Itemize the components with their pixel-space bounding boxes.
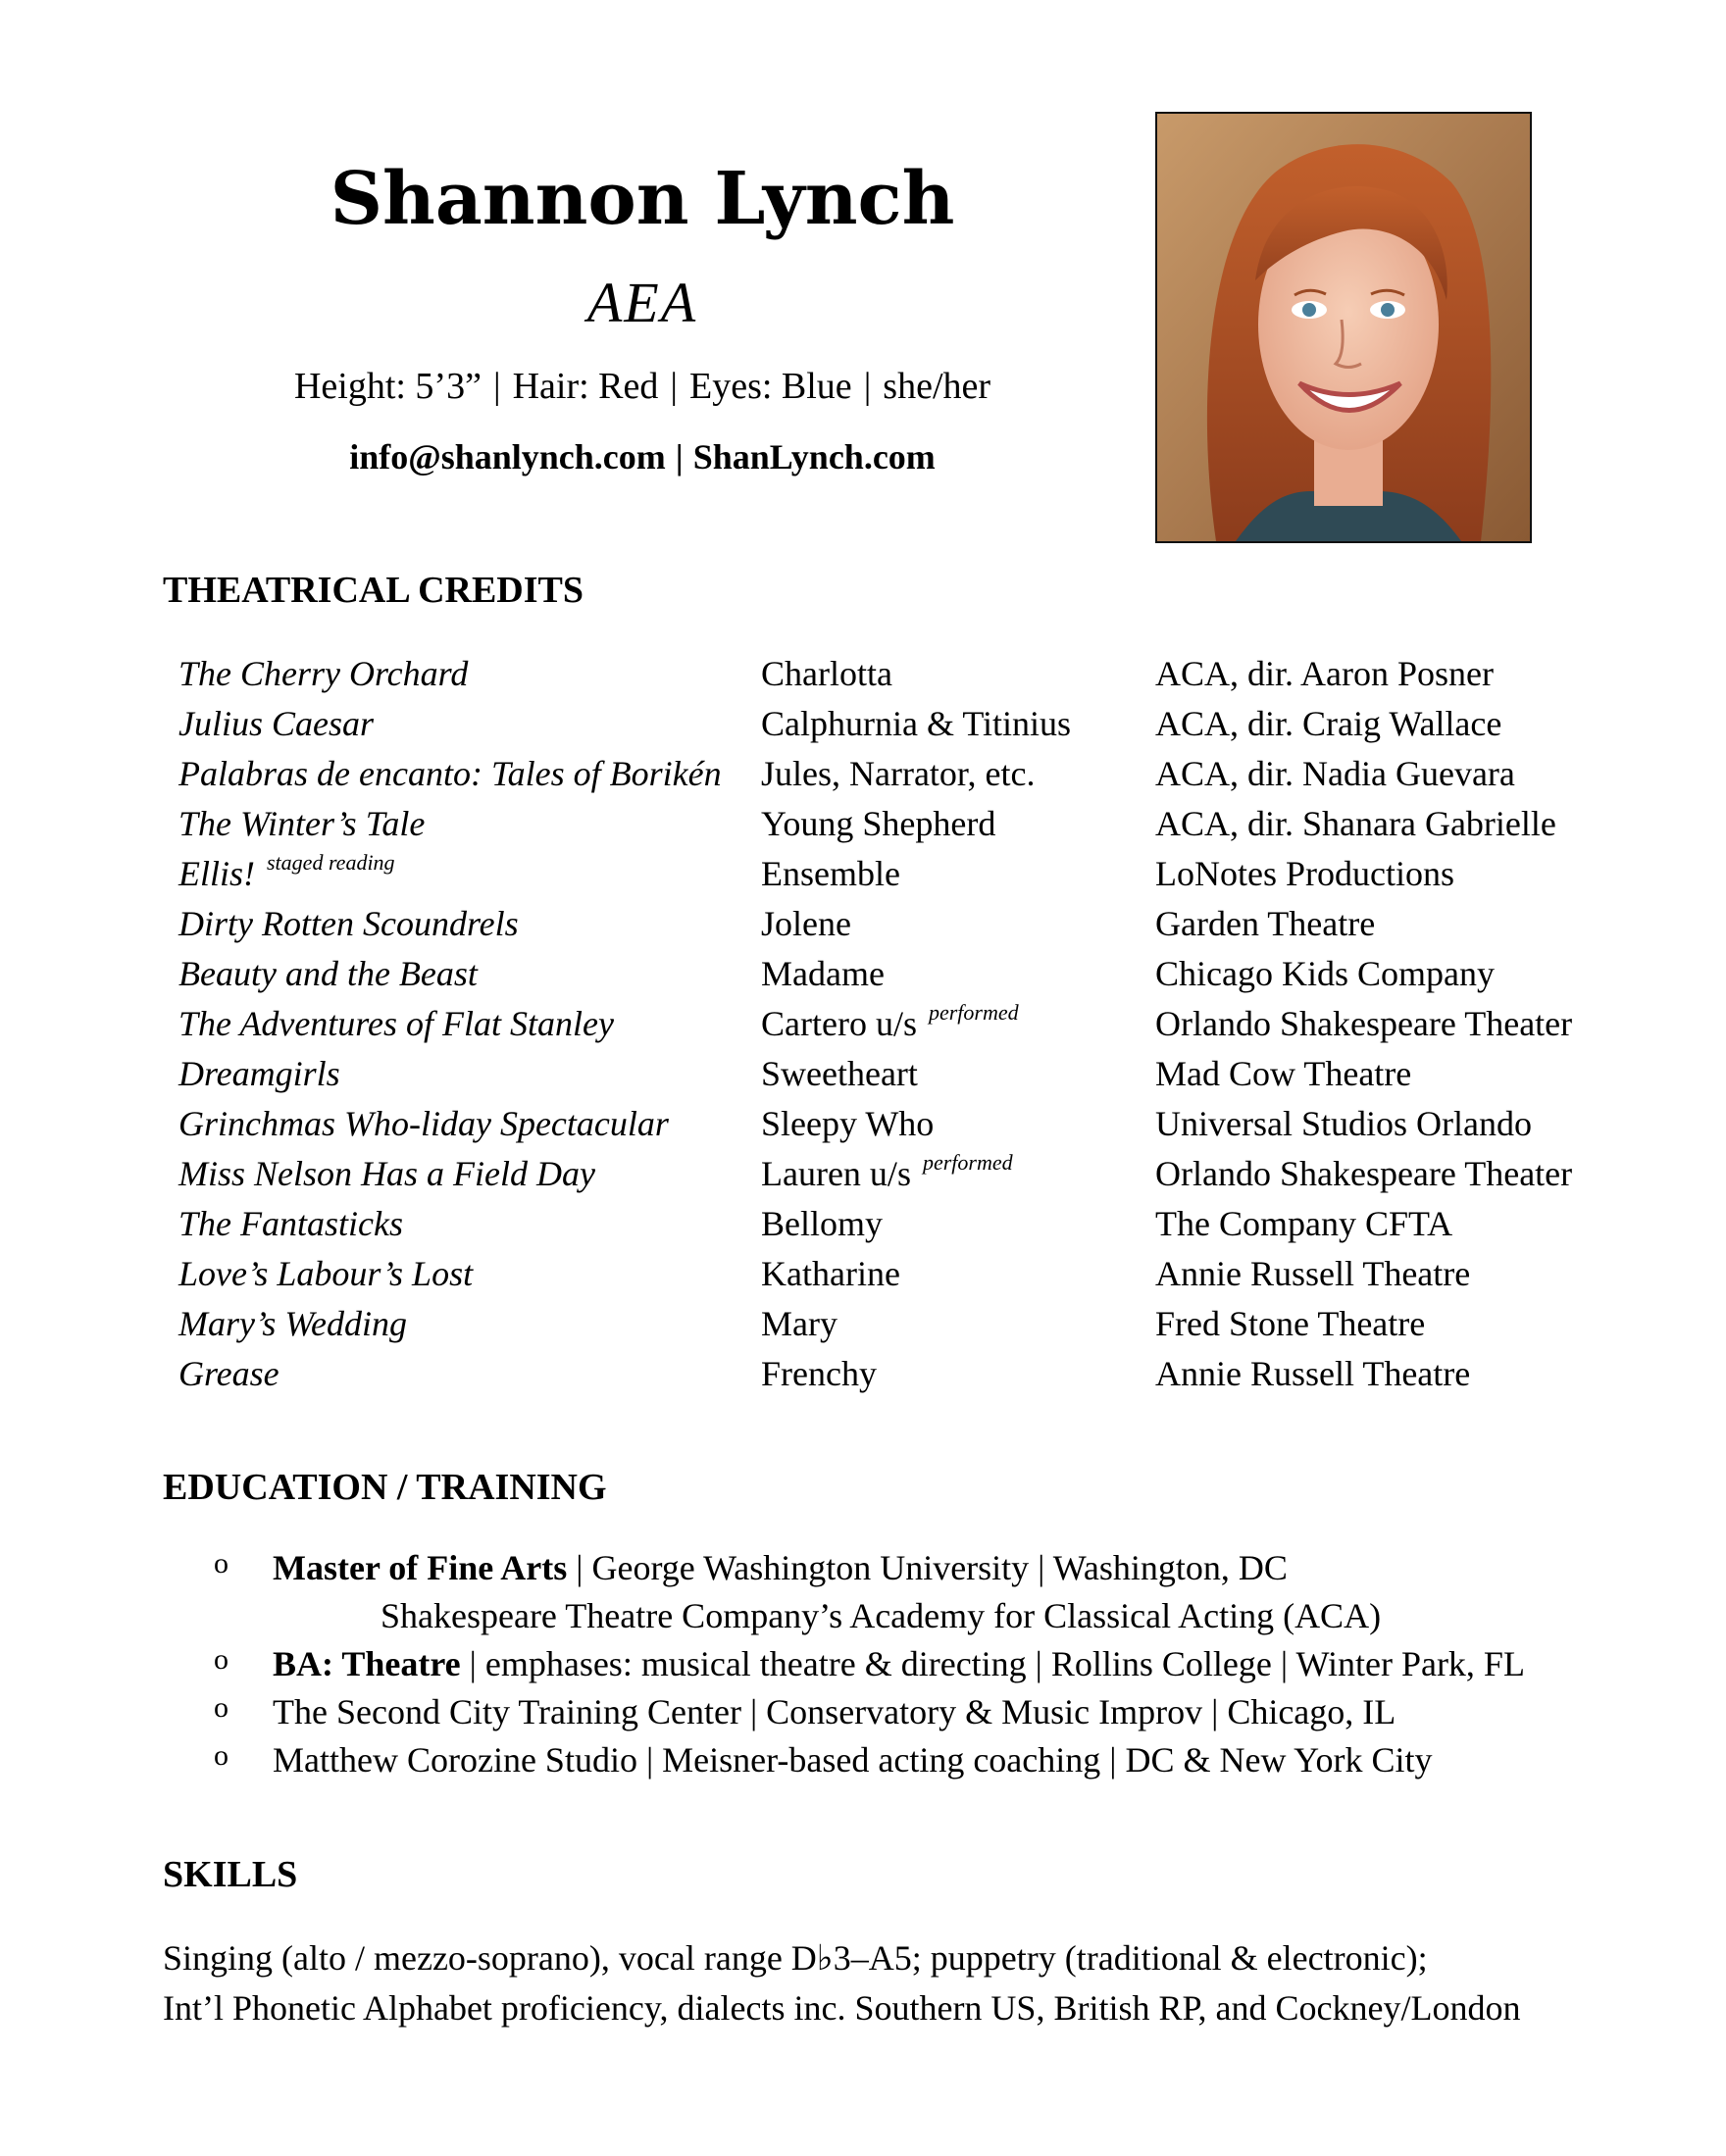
education-item (214, 1691, 1636, 1739)
education-details: | emphases: musical theatre & directing | Rollins College | Winter Park, FL (460, 1644, 1525, 1683)
company: ACA, dir. Craig Wallace (1155, 704, 1502, 743)
show-title: Love’s Labour’s Lost (178, 1254, 474, 1293)
company: ACA, dir. Nadia Guevara (1155, 754, 1515, 793)
company: Mad Cow Theatre (1155, 1054, 1412, 1093)
role: Jolene (761, 904, 851, 943)
credit-row (178, 1000, 1600, 1053)
role: Frenchy (761, 1354, 877, 1393)
show-title: Ellis! (178, 854, 255, 893)
union-affiliation: AEA (586, 271, 698, 334)
company: LoNotes Productions (1155, 854, 1454, 893)
role: Katharine (761, 1254, 900, 1293)
company: Annie Russell Theatre (1155, 1354, 1471, 1393)
company: Universal Studios Orlando (1155, 1104, 1532, 1143)
role-note: performed (928, 1000, 1019, 1025)
credits-table (178, 653, 1600, 1403)
credit-row (178, 1203, 1600, 1253)
show-title: Beauty and the Beast (178, 954, 478, 993)
show-title: Grease (178, 1354, 279, 1393)
credit-row (178, 1353, 1600, 1403)
credit-row (178, 653, 1600, 703)
education-list (214, 1547, 1636, 1787)
degree: BA: Theatre (273, 1644, 461, 1683)
company: ACA, dir. Shanara Gabrielle (1155, 804, 1556, 843)
education-item (214, 1739, 1636, 1787)
stat-eyes: Eyes: Blue (688, 366, 852, 407)
role: Cartero u/s (761, 1004, 917, 1043)
education-subline: Shakespeare Theatre Company’s Academy for Classical Acting (ACA) (381, 1596, 1382, 1635)
company: Chicago Kids Company (1155, 954, 1495, 993)
role: Madame (761, 954, 885, 993)
stat-height: Height: 5’3” (293, 366, 482, 407)
skills-line: Int’l Phonetic Alphabet proficiency, dialects inc. Southern US, British RP, and Cockney/London (163, 1988, 1521, 2028)
role-with-note (761, 1150, 1013, 1194)
role: Mary (761, 1304, 838, 1343)
credit-row (178, 1053, 1600, 1103)
company: Garden Theatre (1155, 904, 1376, 943)
role: Bellomy (761, 1204, 883, 1243)
show-title: Grinchmas Who-liday Spectacular (178, 1104, 669, 1143)
credit-row (178, 850, 1600, 903)
credit-row (178, 1150, 1600, 1203)
stat-separator: | (863, 366, 872, 407)
email-link[interactable]: info@shanlynch.com (349, 437, 666, 476)
education-details: | George Washington University | Washington, DC (567, 1548, 1288, 1587)
contact-separator: | (675, 437, 684, 476)
company: The Company CFTA (1155, 1204, 1453, 1243)
education-text (273, 1643, 1525, 1684)
show-title: Dreamgirls (178, 1054, 340, 1093)
bullet-icon: o (214, 1691, 228, 1724)
role: Lauren u/s (761, 1154, 911, 1193)
credit-row (178, 1303, 1600, 1353)
bullet-icon: o (214, 1643, 228, 1676)
stat-hair: Hair: Red (512, 366, 659, 407)
theatrical-credits-heading: THEATRICAL CREDITS (163, 570, 584, 611)
show-title: Julius Caesar (178, 704, 375, 743)
role: Charlotta (761, 654, 892, 693)
credit-row (178, 703, 1600, 753)
credit-row (178, 903, 1600, 953)
stat-separator: | (492, 366, 501, 407)
contact-line (0, 436, 1285, 477)
credit-row (178, 803, 1600, 853)
show-note: staged reading (267, 850, 395, 875)
show-title: The Fantasticks (178, 1204, 403, 1243)
physical-stats (0, 365, 1285, 408)
stat-separator: | (670, 366, 678, 407)
company: Orlando Shakespeare Theater (1155, 1154, 1573, 1193)
role-note: performed (922, 1150, 1013, 1175)
show-title: The Adventures of Flat Stanley (178, 1004, 614, 1043)
role-with-note (761, 1000, 1019, 1044)
headshot-photo (1155, 112, 1532, 543)
company: Fred Stone Theatre (1155, 1304, 1426, 1343)
education-item (214, 1547, 1636, 1595)
show-title: Mary’s Wedding (178, 1304, 407, 1343)
actor-name: Shannon Lynch (330, 157, 955, 241)
education-text (273, 1547, 1288, 1588)
company: ACA, dir. Aaron Posner (1155, 654, 1494, 693)
show-title: Miss Nelson Has a Field Day (178, 1154, 595, 1193)
company: Orlando Shakespeare Theater (1155, 1004, 1573, 1043)
show-title: The Winter’s Tale (178, 804, 426, 843)
credit-row (178, 1103, 1600, 1153)
show-title-with-note (178, 850, 395, 894)
skills-heading: SKILLS (163, 1854, 298, 1895)
show-title: Palabras de encanto: Tales of Borikén (178, 754, 722, 793)
show-title: Dirty Rotten Scoundrels (178, 904, 519, 943)
credit-row (178, 953, 1600, 1003)
role: Jules, Narrator, etc. (761, 754, 1036, 793)
role: Calphurnia & Titinius (761, 704, 1072, 743)
skills-text (163, 1933, 1520, 2033)
credit-row (178, 753, 1600, 803)
website-link[interactable]: ShanLynch.com (692, 437, 936, 476)
role: Sweetheart (761, 1054, 918, 1093)
role: Young Shepherd (761, 804, 996, 843)
headshot-image (1157, 114, 1530, 541)
education-details: Matthew Corozine Studio | Meisner-based acting coaching | DC & New York City (273, 1740, 1433, 1780)
show-title: The Cherry Orchard (178, 654, 469, 693)
degree: Master of Fine Arts (273, 1548, 568, 1587)
bullet-icon: o (214, 1739, 228, 1772)
role: Ensemble (761, 854, 900, 893)
skills-line: Singing (alto / mezzo-soprano), vocal range D♭3–A5; puppetry (traditional & electronic); (163, 1938, 1428, 1978)
bullet-icon: o (214, 1547, 228, 1579)
education-heading: EDUCATION / TRAINING (163, 1467, 607, 1508)
stat-pronouns: she/her (883, 366, 991, 407)
company: Annie Russell Theatre (1155, 1254, 1471, 1293)
education-details: The Second City Training Center | Conservatory & Music Improv | Chicago, IL (273, 1692, 1396, 1731)
role: Sleepy Who (761, 1104, 935, 1143)
credit-row (178, 1253, 1600, 1303)
education-item (214, 1643, 1636, 1691)
